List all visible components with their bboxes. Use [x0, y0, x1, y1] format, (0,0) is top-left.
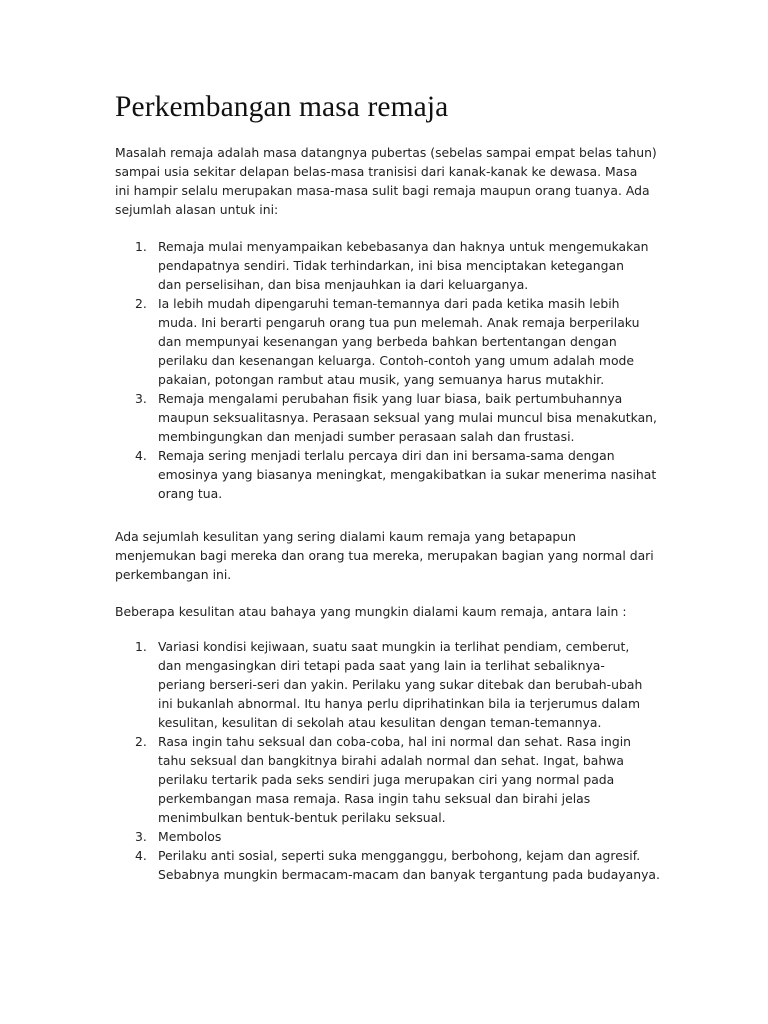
list-number: 3. — [135, 391, 147, 406]
text-line: dan perselisihan, dan bisa menjauhkan ia dari keluarganya. — [158, 277, 529, 292]
text-line: pakaian, potongan rambut atau musik, yang semuanya harus mutakhir. — [158, 372, 605, 387]
text-line: ini bukanlah abnormal. Itu hanya perlu diprihatinkan bila ia terjerumus dalam — [158, 696, 641, 711]
list-number: 3. — [135, 829, 147, 844]
list-number: 2. — [135, 734, 147, 749]
text-line: dan mengasingkan diri tetapi pada saat yang lain ia terlihat sebaliknya- — [158, 658, 605, 673]
text-line: sampai usia sekitar delapan belas-masa tranisisi dari kanak-kanak ke dewasa. Masa — [115, 164, 638, 179]
list-item — [115, 446, 670, 503]
list-item — [115, 389, 670, 446]
text-line: Variasi kondisi kejiwaan, suatu saat mungkin ia terlihat pendiam, cemberut, — [158, 639, 630, 654]
text-line: muda. Ini berarti pengaruh orang tua pun melemah. Anak remaja berperilaku — [158, 315, 640, 330]
list-number: 4. — [135, 848, 147, 863]
text-line: menimbulkan bentuk-bentuk perilaku seksual. — [158, 810, 446, 825]
list-item — [115, 732, 670, 827]
page-title: Perkembangan masa remaja — [115, 91, 449, 123]
text-line: membingungkan dan menjadi sumber perasaan salah dan frustasi. — [158, 429, 575, 444]
text-line: maupun seksualitasnya. Perasaan seksual yang mulai muncul bisa menakutkan, — [158, 410, 657, 425]
text-line: dan mempunyai kesenangan yang berbeda bahkan bertentangan dengan — [158, 334, 617, 349]
text-line: Beberapa kesulitan atau bahaya yang mungkin dialami kaum remaja, antara lain : — [115, 604, 627, 619]
list-item — [115, 237, 670, 294]
text-line: menjemukan bagi mereka dan orang tua mereka, merupakan bagian yang normal dari — [115, 548, 654, 563]
list-item — [115, 846, 670, 884]
text-line: Membolos — [158, 829, 222, 844]
text-line: Sebabnya mungkin bermacam-macam dan banyak tergantung pada budayanya. — [158, 867, 660, 882]
list-item — [115, 637, 670, 732]
list-item — [115, 294, 670, 389]
text-line: sejumlah alasan untuk ini: — [115, 202, 279, 217]
text-line: Remaja mulai menyampaikan kebebasanya dan haknya untuk mengemukakan — [158, 239, 649, 254]
intro-paragraph — [115, 143, 670, 219]
text-line: tahu seksual dan bangkitnya birahi adalah normal dan sehat. Ingat, bahwa — [158, 753, 624, 768]
text-line: pendapatnya sendiri. Tidak terhindarkan, ini bisa menciptakan ketegangan — [158, 258, 624, 273]
list-number: 1. — [135, 639, 147, 654]
text-line: ini hampir selalu merupakan masa-masa sulit bagi remaja maupun orang tuanya. Ada — [115, 183, 650, 198]
list-number: 4. — [135, 448, 147, 463]
text-line: perilaku tertarik pada seks sendiri juga merupakan ciri yang normal pada — [158, 772, 615, 787]
text-line: perilaku dan kesenangan keluarga. Contoh-contoh yang umum adalah mode — [158, 353, 635, 368]
text-line: Masalah remaja adalah masa datangnya pubertas (sebelas sampai empat belas tahun) — [115, 145, 657, 160]
text-line: perkembangan masa remaja. Rasa ingin tahu seksual dan birahi jelas — [158, 791, 591, 806]
paragraph-dangers-intro — [115, 602, 670, 621]
text-line: emosinya yang biasanya meningkat, mengakibatkan ia sukar menerima nasihat — [158, 467, 657, 482]
text-line: Remaja sering menjadi terlalu percaya diri dan ini bersama-sama dengan — [158, 448, 615, 463]
text-line: Perilaku anti sosial, seperti suka mengganggu, berbohong, kejam dan agresif. — [158, 848, 641, 863]
text-line: Ada sejumlah kesulitan yang sering dialami kaum remaja yang betapapun — [115, 529, 577, 544]
text-line: periang berseri-seri dan yakin. Perilaku yang sukar ditebak dan berubah-ubah — [158, 677, 643, 692]
list-item — [115, 827, 670, 846]
text-line: orang tua. — [158, 486, 223, 501]
text-line: Rasa ingin tahu seksual dan coba-coba, hal ini normal dan sehat. Rasa ingin — [158, 734, 631, 749]
text-line: kesulitan, kesulitan di sekolah atau kesulitan dengan teman-temannya. — [158, 715, 602, 730]
text-line: perkembangan ini. — [115, 567, 232, 582]
difficulties-list — [115, 637, 670, 884]
list-number: 2. — [135, 296, 147, 311]
text-line: Remaja mengalami perubahan fisik yang luar biasa, baik pertumbuhannya — [158, 391, 623, 406]
list-number: 1. — [135, 239, 147, 254]
reasons-list — [115, 237, 670, 503]
text-line: Ia lebih mudah dipengaruhi teman-temannya dari pada ketika masih lebih — [158, 296, 620, 311]
paragraph-difficulties-intro — [115, 527, 670, 584]
